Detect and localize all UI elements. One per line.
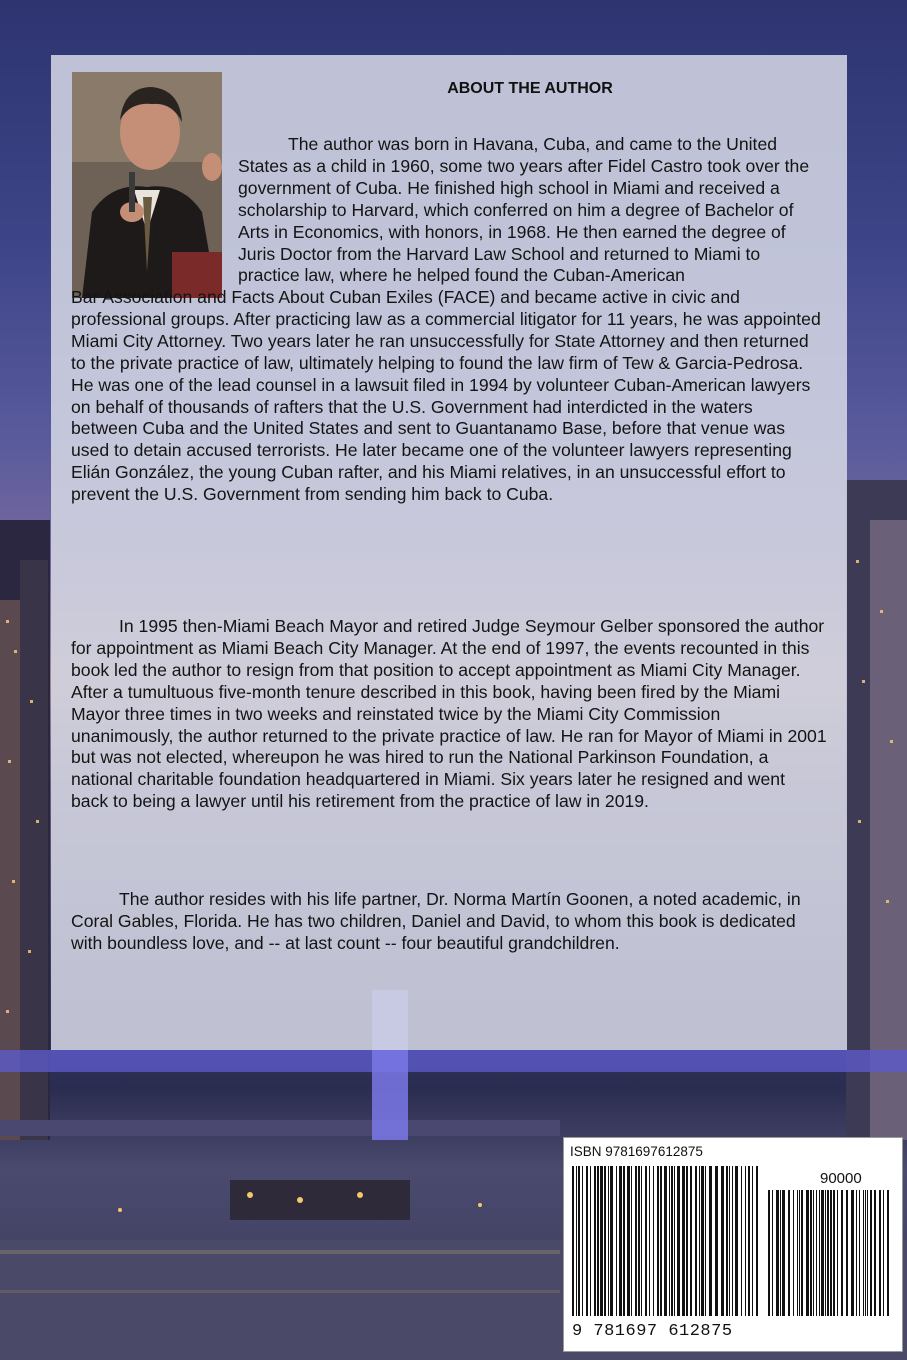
section-title: ABOUT THE AUTHOR — [447, 80, 613, 97]
author-photo — [72, 72, 222, 298]
isbn-label: ISBN 9781697612875 — [570, 1144, 703, 1159]
author-portrait-image — [72, 72, 222, 298]
price-code: 90000 — [820, 1170, 862, 1187]
bio-paragraph-3: The author resides with his life partner, Dr. Norma Martín Goonen, a noted academic, in Coral Gables, Florida. He has two children, Daniel and David, to whom this book is dedicated with boundless love, and -- at last count -- four beautiful grandchildren. — [71, 889, 801, 953]
isbn-barcode-icon — [572, 1166, 890, 1318]
bio-paragraph-1-wrapped: The author was born in Havana, Cuba, and came to the United States as a child in 1960, some two years after Fidel Castro took over the government of Cuba. He finished high school in Miami and received a scholarship to Harvard, which conferred on him a degree of Bachelor of Arts in Economics, with honors, in 1968. He then earned the degree of Juris Doctor from the Harvard Law School and returned to Miami to practice law, where he helped found the Cuban-American — [238, 134, 810, 286]
barcode-digits: 9 781697 612875 — [572, 1322, 733, 1341]
bio-paragraph-1-continued: Bar Association and Facts About Cuban Exiles (FACE) and became active in civic and professional groups. After practicing law as a commercial litigator for 11 years, he was appointed Miami City Attorney. Two years later he ran unsuccessfully for State Attorney and then returned to the private practice of law, ultimately helping to found the law firm of Tew & Garcia-Pedrosa. He was one of the lead counsel in a lawsuit filed in 1994 by volunteer Cuban-American lawyers on behalf of thousands of rafters that the U.S. Government had interdicted in the waters between Cuba and the United States and sent to Guantanamo Base, before that venue was used to detain accused terrorists. He later became one of the volunteer lawyers representing Elián González, the young Cuban rafter, and his Miami relatives, in an unsuccessful effort to prevent the U.S. Government from sending him back to Cuba. — [71, 287, 821, 505]
bio-paragraph-2: In 1995 then-Miami Beach Mayor and retired Judge Seymour Gelber sponsored the author for appointment as Miami Beach City Manager. At the end of 1997, the events recounted in this book led the author to resign from that position to accept appointment as Miami City Manager. After a tumultuous five-month tenure described in this book, having been fired by the Miami Mayor three times in two weeks and reinstated twice by the Miami City Commission unanimously, the author returned to the private practice of law. He ran for Mayor of Miami in 2001 but was not elected, whereupon he was hired to run the National Parkinson Foundation, a national charitable foundation headquartered in Miami. Six years later he resigned and went back to being a lawyer until his retirement from the practice of law in 2019. — [71, 616, 827, 812]
